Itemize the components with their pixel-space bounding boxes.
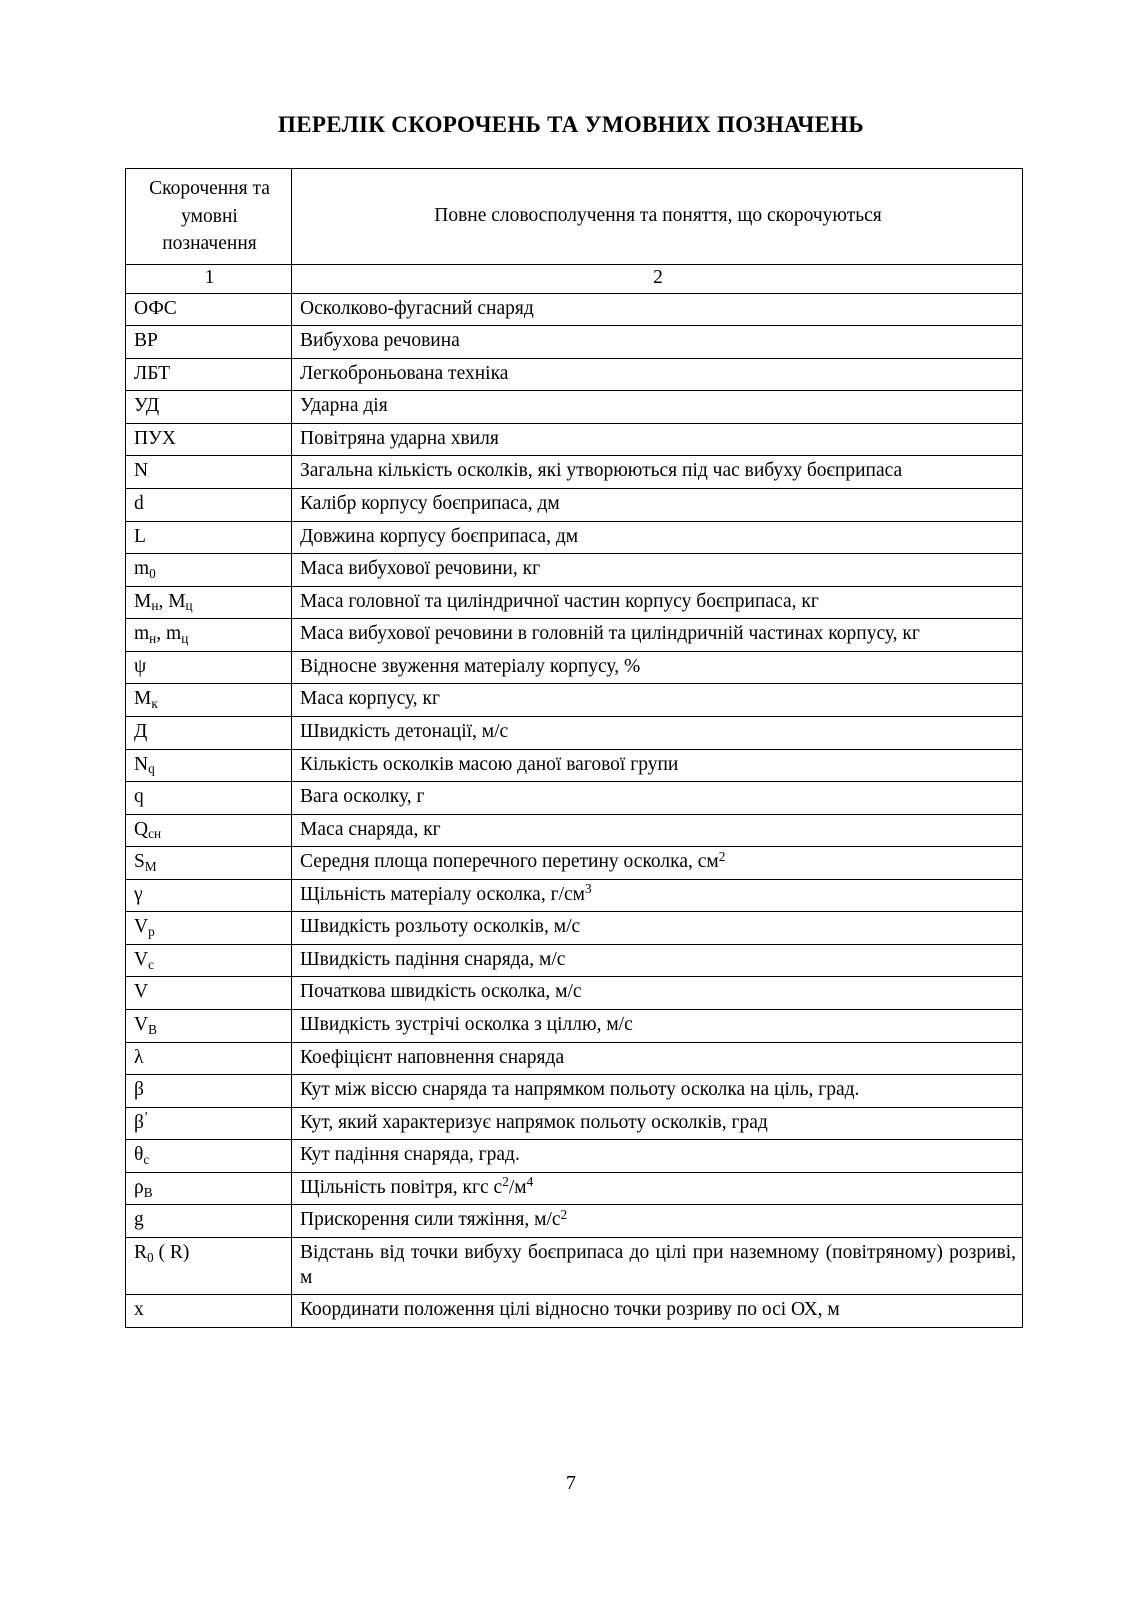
table-row (126, 1042, 1023, 1075)
table-row (126, 912, 1023, 945)
row-description: Маса корпусу, кг (292, 684, 1023, 717)
table-row (126, 358, 1023, 391)
row-symbol: $m_0$ (126, 554, 292, 587)
table-row (126, 619, 1023, 652)
row-symbol: $R_0$ ( R) (126, 1237, 292, 1294)
table-row (126, 1295, 1023, 1328)
row-symbol: $\rho_В$ (126, 1172, 292, 1205)
row-symbol: $S_М$ (126, 847, 292, 880)
table-row (126, 293, 1023, 326)
row-description: Початкова швидкість осколка, м/с (292, 977, 1023, 1010)
row-description: Кут, який характеризує напрямок польоту осколків, град (292, 1107, 1023, 1140)
row-symbol: γ (126, 879, 292, 912)
row-description: Щільність повітря, кгс $с^2/м^4$ (292, 1172, 1023, 1205)
table-row (126, 749, 1023, 782)
row-description: Відносне звуження матеріалу корпусу, % (292, 651, 1023, 684)
column-number-1: 1 (126, 265, 292, 294)
table-row (126, 1237, 1023, 1294)
row-symbol: $N_q$ (126, 749, 292, 782)
row-description: Маса головної та циліндричної частин корпусу боєприпаса, кг (292, 586, 1023, 619)
row-description: Вага осколку, г (292, 782, 1023, 815)
abbreviations-table (125, 168, 1023, 1328)
row-symbol: x (126, 1295, 292, 1328)
table-row (126, 1010, 1023, 1043)
table-row (126, 489, 1023, 522)
table-row (126, 521, 1023, 554)
table-row (126, 456, 1023, 489)
row-description: Прискорення сили тяжіння, $м/с^2$ (292, 1205, 1023, 1238)
row-description: Маса снаряда, кг (292, 814, 1023, 847)
row-symbol: g (126, 1205, 292, 1238)
table-row (126, 782, 1023, 815)
table-row (126, 1140, 1023, 1173)
row-symbol: $M_н$, $M_ц$ (126, 586, 292, 619)
row-symbol: N (126, 456, 292, 489)
table-row (126, 1075, 1023, 1108)
row-symbol: $V_p$ (126, 912, 292, 945)
row-description: Середня площа поперечного перетину осколка, $см^2$ (292, 847, 1023, 880)
row-description: Ударна дія (292, 391, 1023, 424)
table-row (126, 944, 1023, 977)
table-row (126, 651, 1023, 684)
row-symbol: d (126, 489, 292, 522)
table-row (126, 326, 1023, 359)
row-symbol: β’ (126, 1107, 292, 1140)
row-description: Повітряна ударна хвиля (292, 423, 1023, 456)
table-row (126, 977, 1023, 1010)
row-description: Швидкість детонації, м/с (292, 716, 1023, 749)
row-description: Швидкість падіння снаряда, м/с (292, 944, 1023, 977)
row-description: Кут між віссю снаряда та напрямком польоту осколка на ціль, град. (292, 1075, 1023, 1108)
column-number-2: 2 (292, 265, 1023, 294)
header-cell-description: Повне словосполучення та поняття, що скорочуються (292, 169, 1023, 265)
row-description: Вибухова речовина (292, 326, 1023, 359)
row-description: Швидкість зустрічі осколка з ціллю, м/с (292, 1010, 1023, 1043)
row-description: Координати положення цілі відносно точки розриву по осі ОХ, м (292, 1295, 1023, 1328)
row-description: Щільність матеріалу осколка, $г/см^3$ (292, 879, 1023, 912)
table-row (126, 554, 1023, 587)
page-number: 7 (566, 1472, 576, 1494)
row-symbol: $\theta_c$ (126, 1140, 292, 1173)
table-row (126, 716, 1023, 749)
row-symbol: $V_c$ (126, 944, 292, 977)
row-symbol: ψ (126, 651, 292, 684)
header-cell-symbol: Скорочення та умовні позначення (126, 169, 292, 265)
row-symbol: $m_н$, $m_ц$ (126, 619, 292, 652)
row-description: Загальна кількість осколків, які утворюються під час вибуху боєприпаса (292, 456, 1023, 489)
row-description: Довжина корпусу боєприпаса, дм (292, 521, 1023, 554)
row-symbol: β (126, 1075, 292, 1108)
table-row (126, 847, 1023, 880)
row-symbol: $M_к$ (126, 684, 292, 717)
row-symbol: УД (126, 391, 292, 424)
row-symbol: ПУХ (126, 423, 292, 456)
row-description: Швидкість розльоту осколків, м/с (292, 912, 1023, 945)
table-row (126, 879, 1023, 912)
table-row (126, 1205, 1023, 1238)
row-description: Легкоброньована техніка (292, 358, 1023, 391)
table-row (126, 814, 1023, 847)
row-symbol: Д (126, 716, 292, 749)
row-symbol: ОФС (126, 293, 292, 326)
table-row (126, 1172, 1023, 1205)
row-symbol: q (126, 782, 292, 815)
row-description: Відстань від точки вибуху боєприпаса до цілі при наземному (повітряному) розриві, м (292, 1237, 1023, 1294)
row-symbol: V (126, 977, 292, 1010)
row-symbol: ВР (126, 326, 292, 359)
table-column-number-row (126, 265, 1023, 294)
row-symbol: λ (126, 1042, 292, 1075)
row-description: Коефіцієнт наповнення снаряда (292, 1042, 1023, 1075)
row-symbol: $V_В$ (126, 1010, 292, 1043)
row-description: Маса вибухової речовини, кг (292, 554, 1023, 587)
row-description: Маса вибухової речовини в головній та циліндричній частинах корпусу, кг (292, 619, 1023, 652)
row-description: Осколково-фугасний снаряд (292, 293, 1023, 326)
table-row (126, 1107, 1023, 1140)
row-symbol: L (126, 521, 292, 554)
table-row (126, 684, 1023, 717)
row-description: Кількість осколків масою даної вагової групи (292, 749, 1023, 782)
table-row (126, 391, 1023, 424)
row-symbol: $Q_{сн}$ (126, 814, 292, 847)
row-description: Кут падіння снаряда, град. (292, 1140, 1023, 1173)
table-row (126, 423, 1023, 456)
row-symbol: ЛБТ (126, 358, 292, 391)
row-description: Калібр корпусу боєприпаса, дм (292, 489, 1023, 522)
page-title: ПЕРЕЛІК СКОРОЧЕНЬ ТА УМОВНИХ ПОЗНАЧЕНЬ (278, 112, 864, 137)
table-header-row (126, 169, 1023, 265)
table-row (126, 586, 1023, 619)
